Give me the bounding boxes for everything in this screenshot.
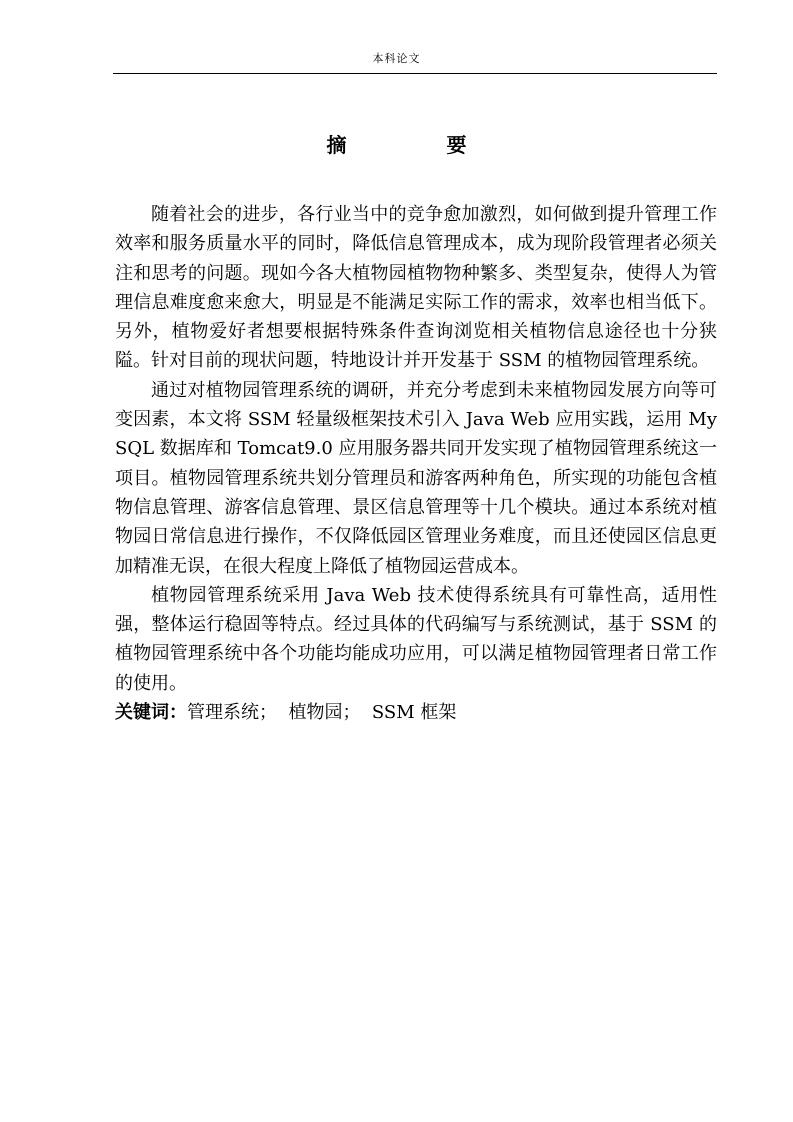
abstract-paragraph-1: 随着社会的进步，各行业当中的竞争愈加激烈，如何做到提升管理工作效率和服务质量水平的同时，降低信息管理成本，成为现阶段管理者必须关注和思考的问题。现如今各大植物园植物物种繁多、类型复杂，使得人为管理信息难度愈来愈大，明显是不能满足实际工作的需求，效率也相当低下。另外，植物爱好者想要根据特殊条件查询浏览相关植物信息途径也十分狭隘。针对目前的现状问题，特地设计并开发基于 SSM 的植物园管理系统。 (115, 204, 717, 372)
keywords-line (115, 698, 717, 727)
keyword-1: 管理系统； (187, 702, 277, 724)
running-header: 本科论文 (372, 52, 421, 65)
keyword-2: 植物园； (288, 702, 361, 724)
abstract-body (115, 200, 717, 727)
abstract-paragraph-2: 通过对植物园管理系统的调研，并充分考虑到未来植物园发展方向等可变因素，本文将 SSM 轻量级框架技术引入 Java Web 应用实践，运用 MySQL 数据库和 Tomcat9.0 应用服务器共同开发实现了植物园管理系统这一项目。植物园管理系统共划分管理员和游客两种角色，所实现的功能包含植物信息管理、游客信息管理、景区信息管理等十几个模块。通过本系统对植物园日常信息进行操作，不仅降低园区管理业务难度，而且还使园区信息更加精准无误，在很大程度上降低了植物园运营成本。 (115, 379, 717, 577)
abstract-paragraph-3: 植物园管理系统采用 Java Web 技术使得系统具有可靠性高，适用性强，整体运行稳固等特点。经过具体的代码编写与系统测试，基于 SSM 的植物园管理系统中各个功能均能成功应用，可以满足植物园管理者日常工作的使用。 (115, 584, 717, 694)
abstract-heading: 摘 要 (326, 133, 507, 157)
keywords-label: 关键词： (115, 702, 187, 724)
header-rule (113, 73, 717, 74)
keyword-3: SSM 框架 (371, 702, 457, 724)
